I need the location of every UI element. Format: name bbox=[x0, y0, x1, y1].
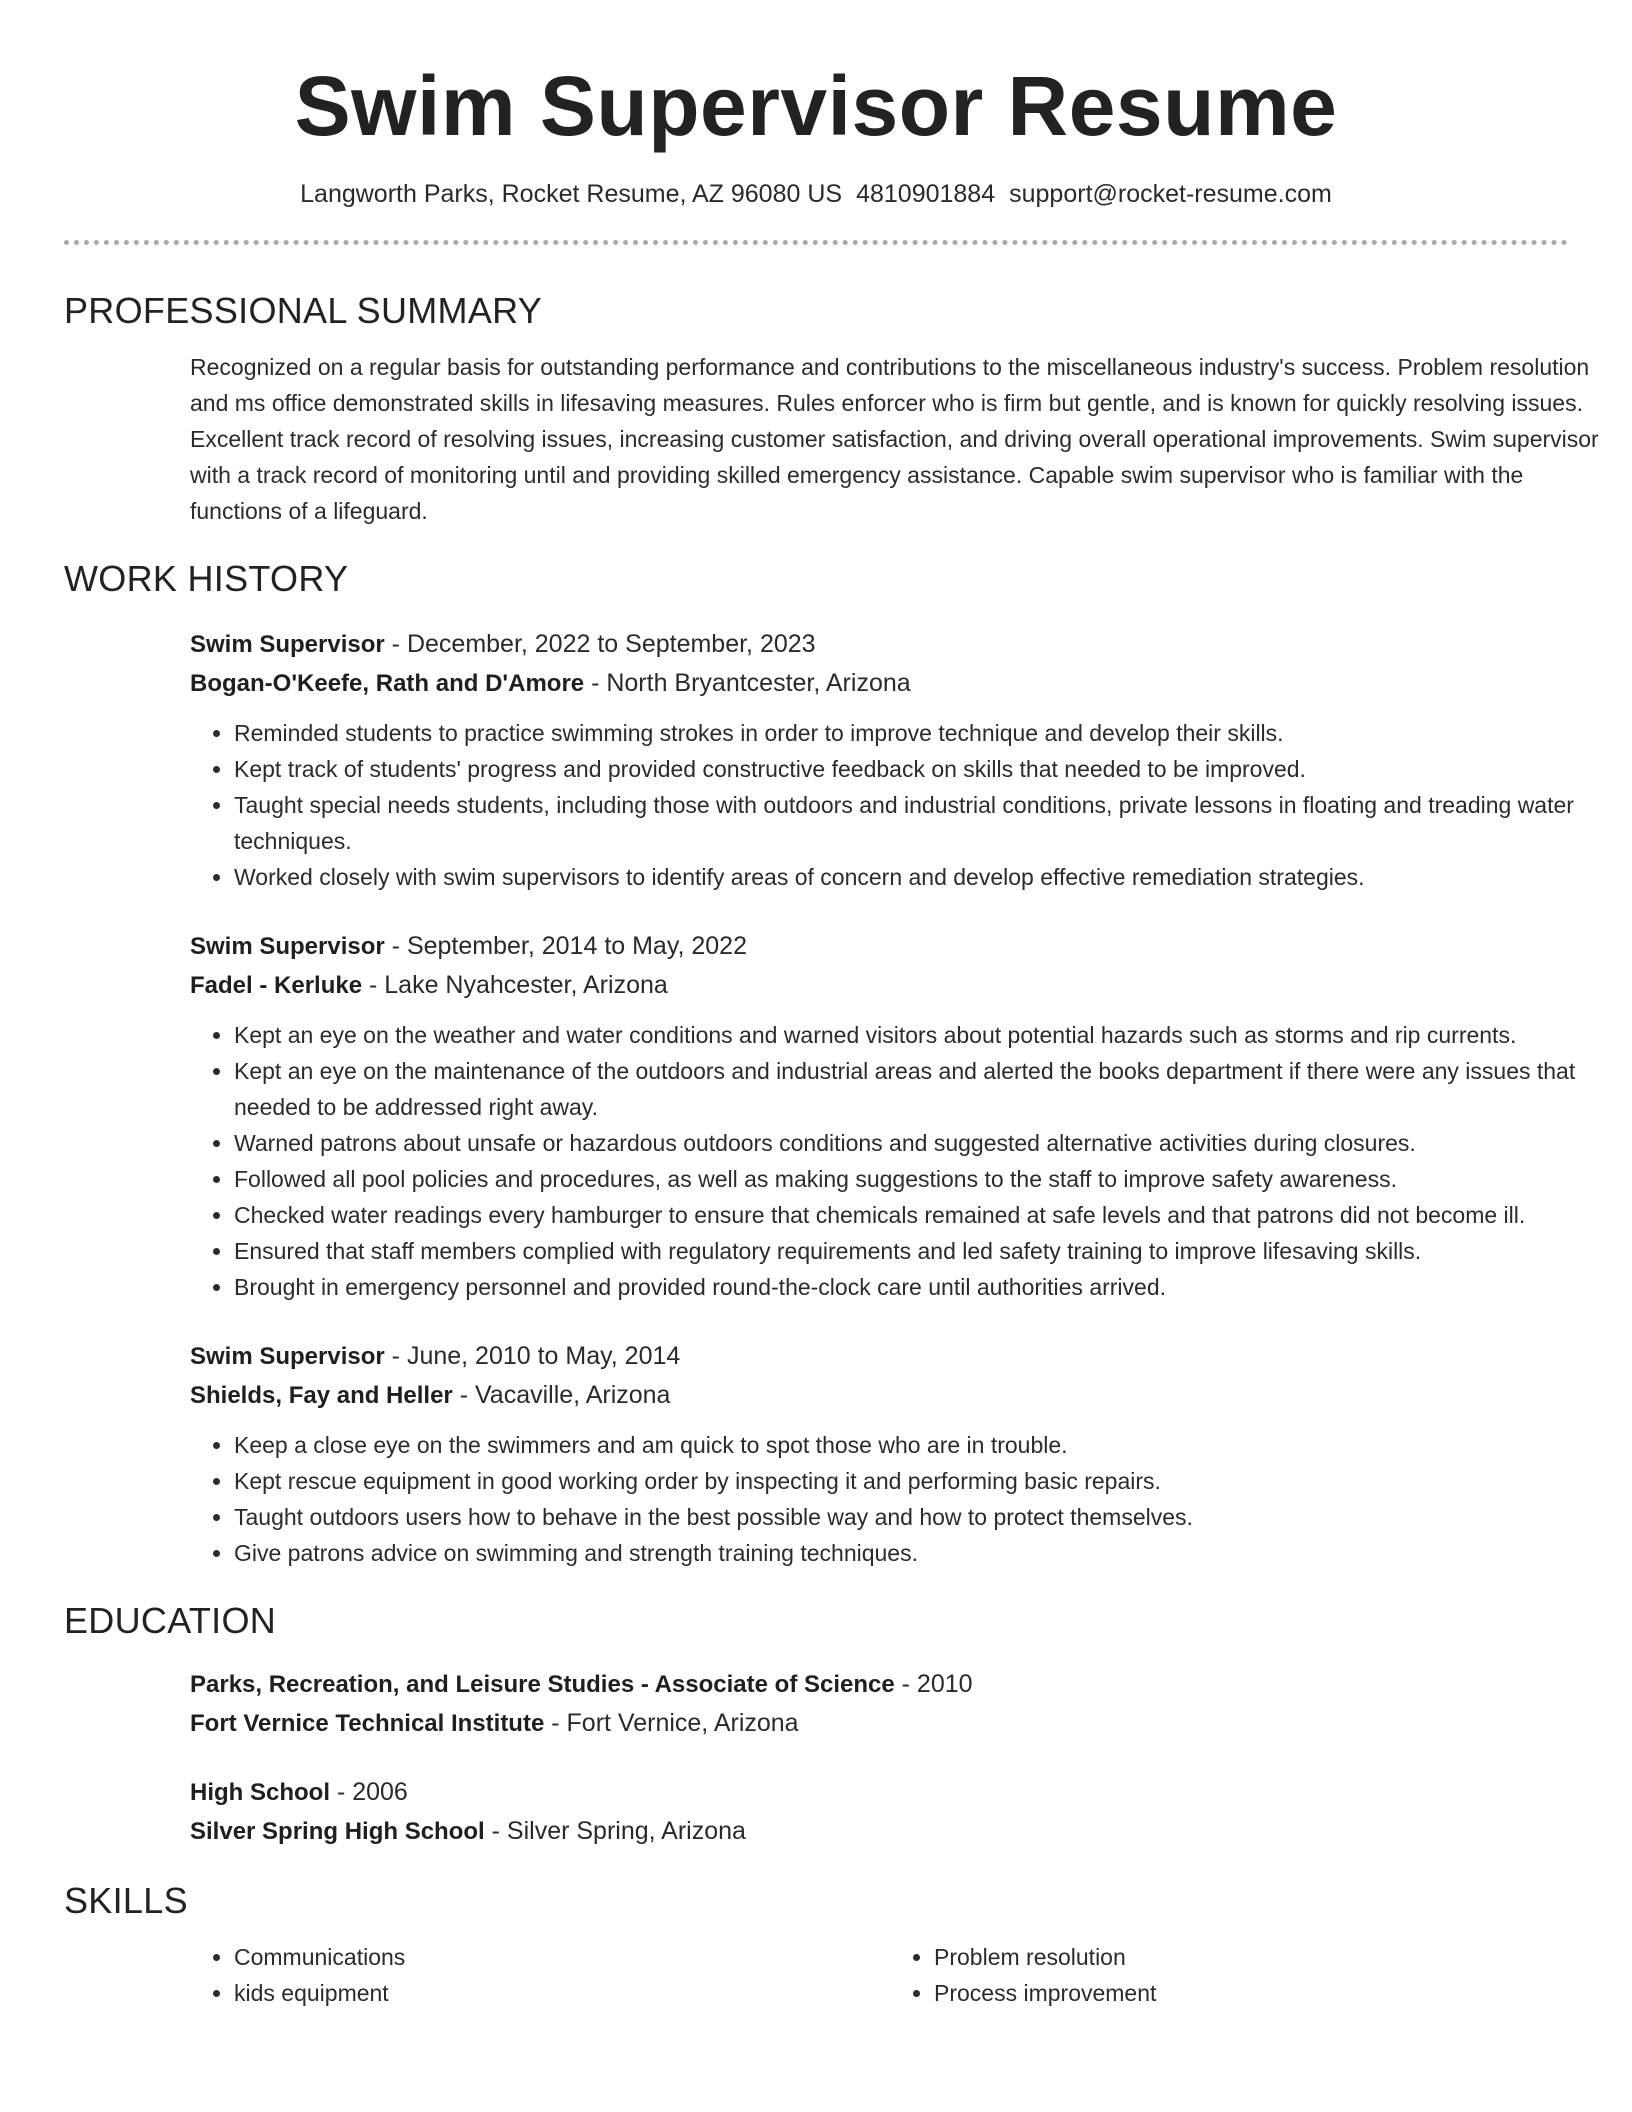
education-school-line bbox=[190, 1704, 1568, 1743]
job-title-line bbox=[190, 625, 1568, 664]
job-title: Swim Supervisor bbox=[190, 631, 385, 658]
skills-grid bbox=[190, 1939, 1590, 2011]
summary-section bbox=[190, 349, 1599, 529]
job-bullet: • Kept an eye on the maintenance of the outdoors and industrial areas and alerted the books department if there were any issues that needed to be addressed right away. bbox=[234, 1053, 1614, 1125]
job-company-line bbox=[190, 664, 1568, 703]
contact-phone: 4810901884 bbox=[856, 180, 996, 208]
job-location: - Lake Nyahcester, Arizona bbox=[362, 971, 668, 999]
job-bullets bbox=[190, 1427, 1568, 1571]
job-title-line bbox=[190, 1337, 1568, 1376]
job-bullet: • Keep a close eye on the swimmers and am quick to spot those who are in trouble. bbox=[234, 1427, 1614, 1463]
skills-column-right bbox=[890, 1939, 1590, 2011]
section-title-work-history: WORK HISTORY bbox=[64, 558, 349, 599]
job-dates: - June, 2010 to May, 2014 bbox=[384, 1342, 681, 1370]
summary-text: Recognized on a regular basis for outstanding performance and contributions to the miscellaneous industry's success. Problem resolution and ms office demonstrated skills in lifesaving measures. Rules enforcer who is firm but gentle, and is known for quickly resolving issues. Excellent track record of resolving issues, increasing customer satisfaction, and driving overall operational improvements. Swim supervisor with a track record of monitoring until and providing skilled emergency assistance. Capable swim supervisor who is familiar with the functions of a lifeguard. bbox=[190, 354, 1599, 524]
education-location: - Fort Vernice, Arizona bbox=[544, 1709, 799, 1737]
job-dates: - December, 2022 to September, 2023 bbox=[384, 630, 816, 658]
education-degree: High School bbox=[190, 1779, 330, 1806]
contact-email: support@rocket-resume.com bbox=[1009, 180, 1332, 208]
job-bullet: • Worked closely with swim supervisors to identify areas of concern and develop effective remediation strategies. bbox=[234, 859, 1614, 895]
job-company-line bbox=[190, 1376, 1568, 1415]
education-degree-line bbox=[190, 1665, 1568, 1704]
job-dates: - September, 2014 to May, 2022 bbox=[384, 932, 747, 960]
education-school-line bbox=[190, 1812, 1568, 1851]
skill-item: • Communications bbox=[234, 1939, 890, 1975]
job-bullet: • Followed all pool policies and procedures, as well as making suggestions to the staff to improve safety awareness. bbox=[234, 1161, 1614, 1197]
job-bullet: • Warned patrons about unsafe or hazardous outdoors conditions and suggested alternative activities during closures. bbox=[234, 1125, 1614, 1161]
skills-section bbox=[190, 1939, 1568, 2011]
header-divider bbox=[64, 240, 1568, 245]
contact-address: Langworth Parks, Rocket Resume, AZ 96080 US bbox=[300, 180, 843, 208]
education-school: Silver Spring High School bbox=[190, 1818, 485, 1845]
job-bullet: • Kept track of students' progress and provided constructive feedback on skills that needed to be improved. bbox=[234, 751, 1614, 787]
section-title-skills: SKILLS bbox=[64, 1880, 188, 1921]
job-entry bbox=[190, 625, 1574, 895]
job-bullet: • Kept an eye on the weather and water conditions and warned visitors about potential hazards such as storms and rip currents. bbox=[234, 1017, 1614, 1053]
job-bullet: • Brought in emergency personnel and provided round-the-clock care until authorities arrived. bbox=[234, 1269, 1614, 1305]
job-bullet: • Checked water readings every hamburger to ensure that chemicals remained at safe levels and that patrons did not become ill. bbox=[234, 1197, 1614, 1233]
education-entry bbox=[190, 1665, 1568, 1743]
job-entry bbox=[190, 927, 1576, 1305]
skills-column-left bbox=[190, 1939, 890, 2011]
education-entry bbox=[190, 1773, 1568, 1851]
resume-title: Swim Supervisor Resume bbox=[294, 59, 1338, 153]
job-bullet: • Kept rescue equipment in good working order by inspecting it and performing basic repairs. bbox=[234, 1463, 1614, 1499]
contact-line bbox=[64, 178, 1568, 210]
job-company: Fadel - Kerluke bbox=[190, 972, 363, 999]
job-location: - Vacaville, Arizona bbox=[452, 1381, 671, 1409]
education-school: Fort Vernice Technical Institute bbox=[190, 1710, 545, 1737]
education-location: - Silver Spring, Arizona bbox=[484, 1817, 746, 1845]
job-title: Swim Supervisor bbox=[190, 1343, 385, 1370]
work-history-section bbox=[190, 625, 1576, 1571]
job-title-line bbox=[190, 927, 1568, 966]
skill-item: • Process improvement bbox=[934, 1975, 1590, 2011]
education-degree: Parks, Recreation, and Leisure Studies - Associate of Science bbox=[190, 1671, 895, 1698]
education-year: - 2010 bbox=[894, 1670, 973, 1698]
skill-item: • kids equipment bbox=[234, 1975, 890, 2011]
education-degree-line bbox=[190, 1773, 1568, 1812]
job-bullets bbox=[190, 715, 1574, 895]
job-bullet: • Taught outdoors users how to behave in the best possible way and how to protect themselves. bbox=[234, 1499, 1614, 1535]
education-section bbox=[190, 1665, 1568, 1851]
skill-item: • Problem resolution bbox=[934, 1939, 1590, 1975]
job-company: Shields, Fay and Heller bbox=[190, 1382, 453, 1409]
job-title: Swim Supervisor bbox=[190, 933, 385, 960]
section-title-education: EDUCATION bbox=[64, 1600, 277, 1641]
section-title-summary: PROFESSIONAL SUMMARY bbox=[64, 290, 543, 331]
job-company: Bogan-O'Keefe, Rath and D'Amore bbox=[190, 670, 585, 697]
job-bullet: • Taught special needs students, including those with outdoors and industrial conditions, private lessons in floating and treading water techniques. bbox=[234, 787, 1614, 859]
job-bullet: • Give patrons advice on swimming and strength training techniques. bbox=[234, 1535, 1614, 1571]
job-bullets bbox=[190, 1017, 1576, 1305]
job-bullet: • Ensured that staff members complied with regulatory requirements and led safety training to improve lifesaving skills. bbox=[234, 1233, 1614, 1269]
resume-page bbox=[64, 0, 1599, 2011]
job-company-line bbox=[190, 966, 1568, 1005]
job-location: - North Bryantcester, Arizona bbox=[584, 669, 911, 697]
education-year: - 2006 bbox=[330, 1778, 408, 1806]
job-entry bbox=[190, 1337, 1568, 1571]
job-bullet: • Reminded students to practice swimming strokes in order to improve technique and develop their skills. bbox=[234, 715, 1614, 751]
